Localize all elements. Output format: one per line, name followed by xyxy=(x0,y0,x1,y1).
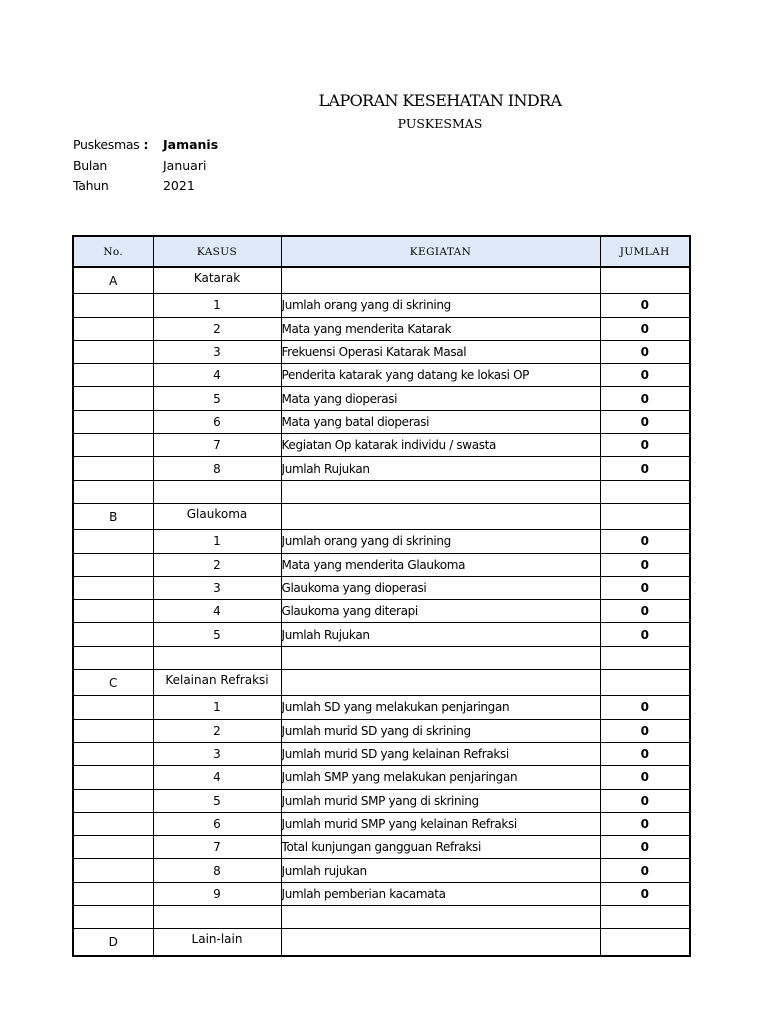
cell-kasus xyxy=(153,646,281,669)
section-row xyxy=(73,503,690,529)
cell-kasus: 6 xyxy=(153,410,281,433)
cell-jumlah: 0 xyxy=(600,623,690,646)
meta-row-puskesmas xyxy=(73,135,218,156)
cell-no xyxy=(73,789,153,812)
cell-kegiatan: Kegiatan Op katarak individu / swasta xyxy=(281,434,600,457)
cell-kasus: Kelainan Refraksi xyxy=(153,670,281,696)
cell-kasus: 7 xyxy=(153,836,281,859)
section-row xyxy=(73,267,690,294)
cell-no xyxy=(73,906,153,929)
cell-jumlah xyxy=(600,267,690,294)
table-row xyxy=(73,434,690,457)
cell-jumlah: 0 xyxy=(600,882,690,905)
cell-kasus: 9 xyxy=(153,882,281,905)
table-row xyxy=(73,623,690,646)
cell-kegiatan: Jumlah pemberian kacamata xyxy=(281,882,600,905)
cell-kegiatan xyxy=(281,267,600,294)
blank-row xyxy=(73,646,690,669)
cell-kegiatan: Jumlah orang yang di skrining xyxy=(281,530,600,553)
cell-jumlah: 0 xyxy=(600,553,690,576)
section-row xyxy=(73,929,690,956)
cell-no xyxy=(73,576,153,599)
table-row xyxy=(73,742,690,765)
cell-jumlah xyxy=(600,929,690,956)
meta-label: Tahun xyxy=(73,178,109,193)
cell-no xyxy=(73,553,153,576)
table-row xyxy=(73,553,690,576)
blank-row xyxy=(73,480,690,503)
cell-no xyxy=(73,696,153,719)
cell-kasus: Katarak xyxy=(153,267,281,294)
meta-label: Bulan xyxy=(73,157,108,173)
cell-no: B xyxy=(73,503,153,529)
cell-no xyxy=(73,719,153,742)
table-row xyxy=(73,882,690,905)
cell-jumlah: 0 xyxy=(600,340,690,363)
table-row xyxy=(73,457,690,480)
cell-jumlah: 0 xyxy=(600,576,690,599)
cell-kegiatan xyxy=(281,929,600,956)
cell-no: C xyxy=(73,670,153,696)
cell-jumlah: 0 xyxy=(600,364,690,387)
cell-kasus: 6 xyxy=(153,812,281,835)
cell-kasus: 4 xyxy=(153,766,281,789)
cell-no xyxy=(73,294,153,317)
report-subtitle: PUSKESMAS xyxy=(397,116,483,131)
cell-no: A xyxy=(73,267,153,294)
meta-value-bulan: Januari xyxy=(162,157,207,173)
cell-kegiatan: Jumlah SD yang melakukan penjaringan xyxy=(281,696,600,719)
cell-jumlah: 0 xyxy=(600,719,690,742)
cell-kasus xyxy=(153,906,281,929)
cell-no xyxy=(73,766,153,789)
cell-no xyxy=(73,410,153,433)
cell-no: D xyxy=(73,929,153,956)
cell-kegiatan: Mata yang menderita Katarak xyxy=(281,317,600,340)
report-table xyxy=(72,235,691,957)
cell-jumlah: 0 xyxy=(600,600,690,623)
table-header-row xyxy=(73,236,690,267)
cell-no xyxy=(73,742,153,765)
cell-jumlah xyxy=(600,480,690,503)
cell-kasus: 1 xyxy=(153,696,281,719)
cell-kegiatan: Penderita katarak yang datang ke lokasi OP xyxy=(281,364,600,387)
table-row xyxy=(73,340,690,363)
blank-row xyxy=(73,906,690,929)
column-header-jumlah: JUMLAH xyxy=(600,236,690,267)
cell-kasus: 4 xyxy=(153,600,281,623)
cell-kasus: 5 xyxy=(153,789,281,812)
table-row xyxy=(73,317,690,340)
cell-kegiatan: Jumlah murid SMP yang kelainan Refraksi xyxy=(281,812,600,835)
cell-jumlah xyxy=(600,906,690,929)
cell-no xyxy=(73,457,153,480)
cell-kegiatan xyxy=(281,906,600,929)
table-row xyxy=(73,859,690,882)
table-row xyxy=(73,410,690,433)
cell-kegiatan: Jumlah murid SD yang di skrining xyxy=(281,719,600,742)
column-header-no: No. xyxy=(73,236,153,267)
cell-no xyxy=(73,340,153,363)
cell-kasus: 7 xyxy=(153,434,281,457)
meta-value-tahun: 2021 xyxy=(162,178,195,193)
cell-kegiatan: Total kunjungan gangguan Refraksi xyxy=(281,836,600,859)
cell-jumlah: 0 xyxy=(600,696,690,719)
cell-kasus: 2 xyxy=(153,317,281,340)
table-row xyxy=(73,387,690,410)
table-row xyxy=(73,294,690,317)
column-header-kegiatan: KEGIATAN xyxy=(281,236,600,267)
table-row xyxy=(73,576,690,599)
cell-jumlah: 0 xyxy=(600,387,690,410)
cell-kegiatan: Glaukoma yang diterapi xyxy=(281,600,600,623)
cell-kegiatan: Glaukoma yang dioperasi xyxy=(281,576,600,599)
cell-kasus: 3 xyxy=(153,742,281,765)
cell-kasus: 3 xyxy=(153,340,281,363)
table-row xyxy=(73,696,690,719)
cell-kegiatan: Mata yang menderita Glaukoma xyxy=(281,553,600,576)
cell-no xyxy=(73,434,153,457)
cell-kasus xyxy=(153,480,281,503)
table-row xyxy=(73,600,690,623)
cell-kasus: 1 xyxy=(153,294,281,317)
cell-kegiatan: Jumlah murid SD yang kelainan Refraksi xyxy=(281,742,600,765)
cell-jumlah: 0 xyxy=(600,457,690,480)
cell-kegiatan xyxy=(281,480,600,503)
cell-kegiatan: Jumlah murid SMP yang di skrining xyxy=(281,789,600,812)
cell-kasus: Glaukoma xyxy=(153,503,281,529)
cell-jumlah: 0 xyxy=(600,434,690,457)
meta-row-tahun xyxy=(73,176,218,197)
table-body xyxy=(73,267,690,956)
meta-value-puskesmas: Jamanis xyxy=(162,137,219,152)
cell-no xyxy=(73,812,153,835)
cell-jumlah: 0 xyxy=(600,859,690,882)
report-title: LAPORAN KESEHATAN INDRA xyxy=(318,91,562,110)
cell-jumlah xyxy=(600,503,690,529)
cell-no xyxy=(73,364,153,387)
cell-no xyxy=(73,859,153,882)
cell-no xyxy=(73,387,153,410)
section-row xyxy=(73,670,690,696)
table-row xyxy=(73,530,690,553)
cell-no xyxy=(73,530,153,553)
cell-jumlah: 0 xyxy=(600,530,690,553)
cell-kegiatan: Jumlah orang yang di skrining xyxy=(281,294,600,317)
cell-jumlah: 0 xyxy=(600,294,690,317)
cell-kegiatan: Frekuensi Operasi Katarak Masal xyxy=(281,340,600,363)
cell-no xyxy=(73,317,153,340)
cell-jumlah: 0 xyxy=(600,789,690,812)
meta-label xyxy=(73,135,159,156)
cell-no xyxy=(73,600,153,623)
cell-kegiatan: Jumlah Rujukan xyxy=(281,457,600,480)
cell-kegiatan xyxy=(281,503,600,529)
column-header-kasus: KASUS xyxy=(153,236,281,267)
cell-kasus: 2 xyxy=(153,553,281,576)
cell-kasus: 3 xyxy=(153,576,281,599)
cell-no xyxy=(73,623,153,646)
cell-no xyxy=(73,882,153,905)
table-row xyxy=(73,766,690,789)
table-row xyxy=(73,789,690,812)
cell-jumlah xyxy=(600,646,690,669)
cell-kasus: 8 xyxy=(153,457,281,480)
cell-jumlah: 0 xyxy=(600,410,690,433)
cell-kasus: 5 xyxy=(153,623,281,646)
cell-kegiatan: Jumlah Rujukan xyxy=(281,623,600,646)
cell-jumlah: 0 xyxy=(600,766,690,789)
cell-kegiatan xyxy=(281,646,600,669)
cell-jumlah: 0 xyxy=(600,742,690,765)
meta-label-text: Puskesmas xyxy=(73,137,140,152)
cell-no xyxy=(73,480,153,503)
cell-kasus: Lain-lain xyxy=(153,929,281,956)
cell-jumlah: 0 xyxy=(600,317,690,340)
cell-kasus: 2 xyxy=(153,719,281,742)
meta-colon: : xyxy=(139,137,149,152)
cell-kasus: 8 xyxy=(153,859,281,882)
report-meta xyxy=(73,135,218,197)
cell-kegiatan xyxy=(281,670,600,696)
table-row xyxy=(73,364,690,387)
cell-no xyxy=(73,646,153,669)
meta-row-bulan xyxy=(73,156,218,177)
cell-kegiatan: Mata yang batal dioperasi xyxy=(281,410,600,433)
cell-kasus: 1 xyxy=(153,530,281,553)
cell-jumlah xyxy=(600,670,690,696)
cell-jumlah: 0 xyxy=(600,812,690,835)
table-row xyxy=(73,719,690,742)
table-row xyxy=(73,836,690,859)
cell-kegiatan: Jumlah rujukan xyxy=(281,859,600,882)
cell-kasus: 4 xyxy=(153,364,281,387)
cell-no xyxy=(73,836,153,859)
cell-jumlah: 0 xyxy=(600,836,690,859)
cell-kegiatan: Jumlah SMP yang melakukan penjaringan xyxy=(281,766,600,789)
cell-kegiatan: Mata yang dioperasi xyxy=(281,387,600,410)
table-row xyxy=(73,812,690,835)
cell-kasus: 5 xyxy=(153,387,281,410)
